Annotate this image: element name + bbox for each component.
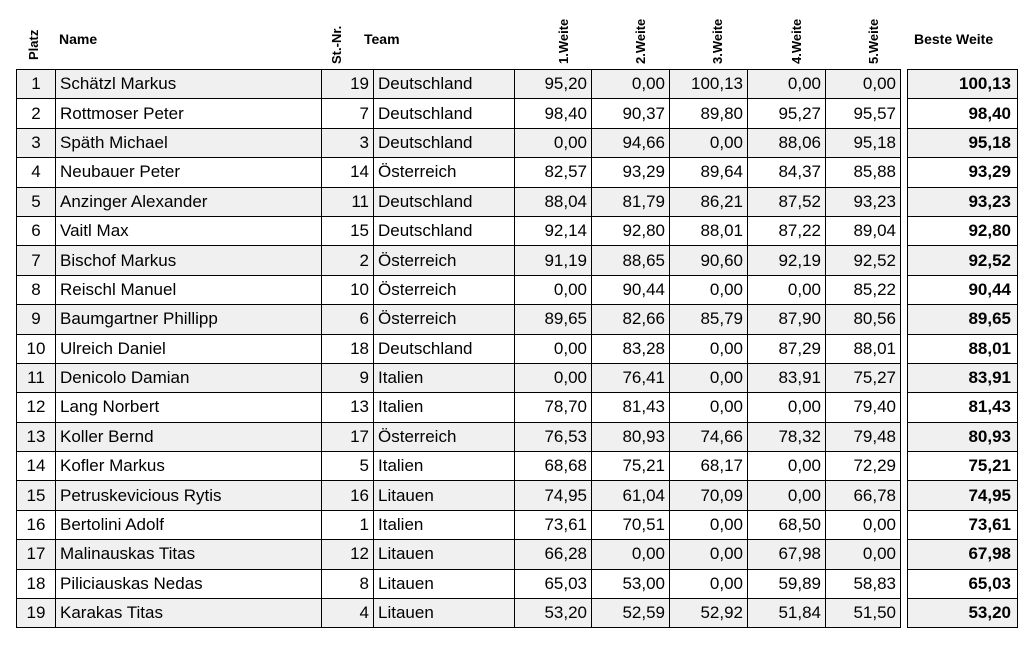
- weite-3-cell: 89,80: [670, 99, 748, 128]
- start-number-cell: 16: [322, 481, 374, 510]
- name-cell: Ulreich Daniel: [56, 334, 322, 363]
- weite-4-cell: 83,91: [748, 363, 826, 392]
- rank-cell: 16: [17, 510, 56, 539]
- name-cell: Neubauer Peter: [56, 158, 322, 187]
- rank-cell: 6: [17, 216, 56, 245]
- name-cell: Denicolo Damian: [56, 363, 322, 392]
- table-row: [17, 334, 901, 363]
- weite-1-cell: 95,20: [515, 70, 592, 99]
- start-number-cell: 13: [322, 393, 374, 422]
- best-row: [908, 334, 1018, 363]
- start-number-cell: 10: [322, 275, 374, 304]
- weite-3-cell: 85,79: [670, 305, 748, 334]
- best-row: [908, 70, 1018, 99]
- weite-4-cell: 0,00: [748, 275, 826, 304]
- best-distance-cell: 67,98: [908, 540, 1018, 569]
- weite-2-cell: 53,00: [592, 569, 670, 598]
- weite-1-cell: 0,00: [515, 275, 592, 304]
- team-cell: Österreich: [374, 305, 515, 334]
- team-cell: Litauen: [374, 481, 515, 510]
- best-distance-cell: 73,61: [908, 510, 1018, 539]
- rank-cell: 17: [17, 540, 56, 569]
- header-platz: Platz: [26, 29, 41, 60]
- header-start-number: St.-Nr.: [329, 25, 344, 64]
- weite-4-cell: 0,00: [748, 70, 826, 99]
- weite-4-cell: 87,52: [748, 187, 826, 216]
- best-distance-cell: 81,43: [908, 393, 1018, 422]
- weite-4-cell: 51,84: [748, 599, 826, 628]
- best-distance-cell: 74,95: [908, 481, 1018, 510]
- table-row: [17, 569, 901, 598]
- best-distance-cell: 100,13: [908, 70, 1018, 99]
- header-weite-3: 3.Weite: [710, 18, 725, 64]
- start-number-cell: 3: [322, 128, 374, 157]
- weite-3-cell: 86,21: [670, 187, 748, 216]
- weite-5-cell: 0,00: [826, 540, 901, 569]
- weite-2-cell: 93,29: [592, 158, 670, 187]
- weite-4-cell: 0,00: [748, 393, 826, 422]
- table-row: [17, 246, 901, 275]
- weite-2-cell: 88,65: [592, 246, 670, 275]
- rank-cell: 13: [17, 422, 56, 451]
- start-number-cell: 6: [322, 305, 374, 334]
- team-cell: Deutschland: [374, 216, 515, 245]
- weite-4-cell: 59,89: [748, 569, 826, 598]
- rank-cell: 5: [17, 187, 56, 216]
- rank-cell: 8: [17, 275, 56, 304]
- weite-1-cell: 78,70: [515, 393, 592, 422]
- weite-3-cell: 0,00: [670, 569, 748, 598]
- weite-3-cell: 100,13: [670, 70, 748, 99]
- rank-cell: 11: [17, 363, 56, 392]
- name-cell: Piliciauskas Nedas: [56, 569, 322, 598]
- team-cell: Litauen: [374, 540, 515, 569]
- weite-5-cell: 89,04: [826, 216, 901, 245]
- name-cell: Baumgartner Phillipp: [56, 305, 322, 334]
- weite-5-cell: 66,78: [826, 481, 901, 510]
- weite-2-cell: 70,51: [592, 510, 670, 539]
- best-distance-cell: 80,93: [908, 422, 1018, 451]
- weite-3-cell: 52,92: [670, 599, 748, 628]
- table-row: [17, 540, 901, 569]
- table-row: [17, 305, 901, 334]
- start-number-cell: 14: [322, 158, 374, 187]
- best-row: [908, 569, 1018, 598]
- name-cell: Lang Norbert: [56, 393, 322, 422]
- weite-2-cell: 76,41: [592, 363, 670, 392]
- best-row: [908, 128, 1018, 157]
- weite-2-cell: 81,79: [592, 187, 670, 216]
- best-row: [908, 363, 1018, 392]
- weite-3-cell: 0,00: [670, 128, 748, 157]
- name-cell: Malinauskas Titas: [56, 540, 322, 569]
- header-weite-5: 5.Weite: [866, 18, 881, 64]
- weite-3-cell: 0,00: [670, 275, 748, 304]
- rank-cell: 19: [17, 599, 56, 628]
- table-row: [17, 158, 901, 187]
- start-number-cell: 5: [322, 452, 374, 481]
- weite-1-cell: 92,14: [515, 216, 592, 245]
- start-number-cell: 2: [322, 246, 374, 275]
- weite-1-cell: 89,65: [515, 305, 592, 334]
- rank-cell: 1: [17, 70, 56, 99]
- weite-5-cell: 88,01: [826, 334, 901, 363]
- start-number-cell: 12: [322, 540, 374, 569]
- header-weite-1: 1.Weite: [556, 18, 571, 64]
- team-cell: Deutschland: [374, 334, 515, 363]
- weite-3-cell: 0,00: [670, 510, 748, 539]
- best-row: [908, 481, 1018, 510]
- weite-5-cell: 79,48: [826, 422, 901, 451]
- weite-4-cell: 88,06: [748, 128, 826, 157]
- header-best-distance: Beste Weite: [914, 31, 994, 47]
- weite-5-cell: 85,22: [826, 275, 901, 304]
- weite-3-cell: 0,00: [670, 540, 748, 569]
- table-row: [17, 275, 901, 304]
- start-number-cell: 8: [322, 569, 374, 598]
- table-row: [17, 510, 901, 539]
- start-number-cell: 1: [322, 510, 374, 539]
- table-row: [17, 599, 901, 628]
- weite-3-cell: 74,66: [670, 422, 748, 451]
- weite-2-cell: 90,37: [592, 99, 670, 128]
- header-weite-2: 2.Weite: [633, 18, 648, 64]
- weite-5-cell: 95,57: [826, 99, 901, 128]
- header-name: Name: [59, 31, 98, 47]
- weite-4-cell: 87,29: [748, 334, 826, 363]
- table-row: [17, 216, 901, 245]
- weite-1-cell: 0,00: [515, 128, 592, 157]
- weite-5-cell: 75,27: [826, 363, 901, 392]
- weite-1-cell: 65,03: [515, 569, 592, 598]
- team-cell: Deutschland: [374, 70, 515, 99]
- weite-3-cell: 0,00: [670, 334, 748, 363]
- start-number-cell: 4: [322, 599, 374, 628]
- weite-1-cell: 0,00: [515, 334, 592, 363]
- weite-2-cell: 75,21: [592, 452, 670, 481]
- rank-cell: 2: [17, 99, 56, 128]
- team-cell: Italien: [374, 452, 515, 481]
- team-cell: Deutschland: [374, 128, 515, 157]
- weite-4-cell: 95,27: [748, 99, 826, 128]
- best-row: [908, 393, 1018, 422]
- team-cell: Italien: [374, 510, 515, 539]
- rank-cell: 9: [17, 305, 56, 334]
- name-cell: Karakas Titas: [56, 599, 322, 628]
- team-cell: Italien: [374, 393, 515, 422]
- weite-5-cell: 51,50: [826, 599, 901, 628]
- weite-3-cell: 68,17: [670, 452, 748, 481]
- best-row: [908, 452, 1018, 481]
- best-distance-cell: 88,01: [908, 334, 1018, 363]
- weite-1-cell: 74,95: [515, 481, 592, 510]
- best-distance-cell: 92,80: [908, 216, 1018, 245]
- weite-3-cell: 90,60: [670, 246, 748, 275]
- weite-1-cell: 82,57: [515, 158, 592, 187]
- rank-cell: 10: [17, 334, 56, 363]
- weite-5-cell: 0,00: [826, 510, 901, 539]
- weite-5-cell: 79,40: [826, 393, 901, 422]
- best-distance-cell: 83,91: [908, 363, 1018, 392]
- weite-4-cell: 78,32: [748, 422, 826, 451]
- weite-4-cell: 0,00: [748, 452, 826, 481]
- weite-4-cell: 84,37: [748, 158, 826, 187]
- best-row: [908, 599, 1018, 628]
- start-number-cell: 19: [322, 70, 374, 99]
- best-distance-cell: 89,65: [908, 305, 1018, 334]
- results-table: [16, 69, 901, 628]
- table-row: [17, 481, 901, 510]
- table-row: [17, 128, 901, 157]
- weite-2-cell: 0,00: [592, 70, 670, 99]
- weite-5-cell: 58,83: [826, 569, 901, 598]
- weite-5-cell: 80,56: [826, 305, 901, 334]
- team-cell: Litauen: [374, 599, 515, 628]
- best-row: [908, 305, 1018, 334]
- best-row: [908, 540, 1018, 569]
- name-cell: Vaitl Max: [56, 216, 322, 245]
- start-number-cell: 7: [322, 99, 374, 128]
- best-row: [908, 99, 1018, 128]
- table-row: [17, 422, 901, 451]
- weite-1-cell: 73,61: [515, 510, 592, 539]
- start-number-cell: 11: [322, 187, 374, 216]
- team-cell: Litauen: [374, 569, 515, 598]
- weite-4-cell: 68,50: [748, 510, 826, 539]
- weite-1-cell: 0,00: [515, 363, 592, 392]
- start-number-cell: 18: [322, 334, 374, 363]
- weite-4-cell: 0,00: [748, 481, 826, 510]
- best-distance-cell: 90,44: [908, 275, 1018, 304]
- weite-2-cell: 61,04: [592, 481, 670, 510]
- weite-1-cell: 53,20: [515, 599, 592, 628]
- weite-2-cell: 82,66: [592, 305, 670, 334]
- table-row: [17, 452, 901, 481]
- weite-5-cell: 93,23: [826, 187, 901, 216]
- best-row: [908, 158, 1018, 187]
- table-row: [17, 99, 901, 128]
- weite-1-cell: 76,53: [515, 422, 592, 451]
- weite-5-cell: 95,18: [826, 128, 901, 157]
- table-row: [17, 363, 901, 392]
- best-distance-cell: 92,52: [908, 246, 1018, 275]
- weite-5-cell: 85,88: [826, 158, 901, 187]
- header-weite-4: 4.Weite: [789, 18, 804, 64]
- best-distance-cell: 98,40: [908, 99, 1018, 128]
- weite-3-cell: 89,64: [670, 158, 748, 187]
- weite-5-cell: 0,00: [826, 70, 901, 99]
- team-cell: Österreich: [374, 246, 515, 275]
- best-distance-table: [907, 69, 1018, 628]
- rank-cell: 15: [17, 481, 56, 510]
- weite-4-cell: 87,22: [748, 216, 826, 245]
- weite-3-cell: 0,00: [670, 363, 748, 392]
- name-cell: Schätzl Markus: [56, 70, 322, 99]
- name-cell: Bertolini Adolf: [56, 510, 322, 539]
- best-distance-cell: 53,20: [908, 599, 1018, 628]
- name-cell: Reischl Manuel: [56, 275, 322, 304]
- best-distance-cell: 93,23: [908, 187, 1018, 216]
- table-row: [17, 70, 901, 99]
- table-row: [17, 187, 901, 216]
- start-number-cell: 17: [322, 422, 374, 451]
- weite-2-cell: 94,66: [592, 128, 670, 157]
- weite-2-cell: 83,28: [592, 334, 670, 363]
- name-cell: Koller Bernd: [56, 422, 322, 451]
- best-distance-cell: 95,18: [908, 128, 1018, 157]
- team-cell: Österreich: [374, 158, 515, 187]
- weite-3-cell: 70,09: [670, 481, 748, 510]
- weite-4-cell: 92,19: [748, 246, 826, 275]
- weite-2-cell: 92,80: [592, 216, 670, 245]
- weite-2-cell: 81,43: [592, 393, 670, 422]
- team-cell: Deutschland: [374, 187, 515, 216]
- name-cell: Anzinger Alexander: [56, 187, 322, 216]
- weite-2-cell: 0,00: [592, 540, 670, 569]
- table-row: [17, 393, 901, 422]
- team-cell: Deutschland: [374, 99, 515, 128]
- rank-cell: 3: [17, 128, 56, 157]
- weite-1-cell: 66,28: [515, 540, 592, 569]
- best-row: [908, 246, 1018, 275]
- name-cell: Rottmoser Peter: [56, 99, 322, 128]
- team-cell: Italien: [374, 363, 515, 392]
- weite-3-cell: 88,01: [670, 216, 748, 245]
- best-row: [908, 216, 1018, 245]
- best-distance-cell: 65,03: [908, 569, 1018, 598]
- weite-1-cell: 91,19: [515, 246, 592, 275]
- rank-cell: 12: [17, 393, 56, 422]
- weite-5-cell: 72,29: [826, 452, 901, 481]
- weite-5-cell: 92,52: [826, 246, 901, 275]
- start-number-cell: 15: [322, 216, 374, 245]
- weite-3-cell: 0,00: [670, 393, 748, 422]
- weite-2-cell: 80,93: [592, 422, 670, 451]
- weite-2-cell: 52,59: [592, 599, 670, 628]
- weite-2-cell: 90,44: [592, 275, 670, 304]
- name-cell: Späth Michael: [56, 128, 322, 157]
- team-cell: Österreich: [374, 275, 515, 304]
- weite-1-cell: 88,04: [515, 187, 592, 216]
- best-row: [908, 275, 1018, 304]
- team-cell: Österreich: [374, 422, 515, 451]
- name-cell: Bischof Markus: [56, 246, 322, 275]
- weite-1-cell: 68,68: [515, 452, 592, 481]
- best-row: [908, 510, 1018, 539]
- rank-cell: 14: [17, 452, 56, 481]
- rank-cell: 7: [17, 246, 56, 275]
- name-cell: Kofler Markus: [56, 452, 322, 481]
- weite-1-cell: 98,40: [515, 99, 592, 128]
- header-team: Team: [364, 31, 400, 47]
- best-row: [908, 422, 1018, 451]
- rank-cell: 18: [17, 569, 56, 598]
- best-distance-cell: 75,21: [908, 452, 1018, 481]
- start-number-cell: 9: [322, 363, 374, 392]
- name-cell: Petruskevicious Rytis: [56, 481, 322, 510]
- weite-4-cell: 87,90: [748, 305, 826, 334]
- best-distance-cell: 93,29: [908, 158, 1018, 187]
- weite-4-cell: 67,98: [748, 540, 826, 569]
- rank-cell: 4: [17, 158, 56, 187]
- best-row: [908, 187, 1018, 216]
